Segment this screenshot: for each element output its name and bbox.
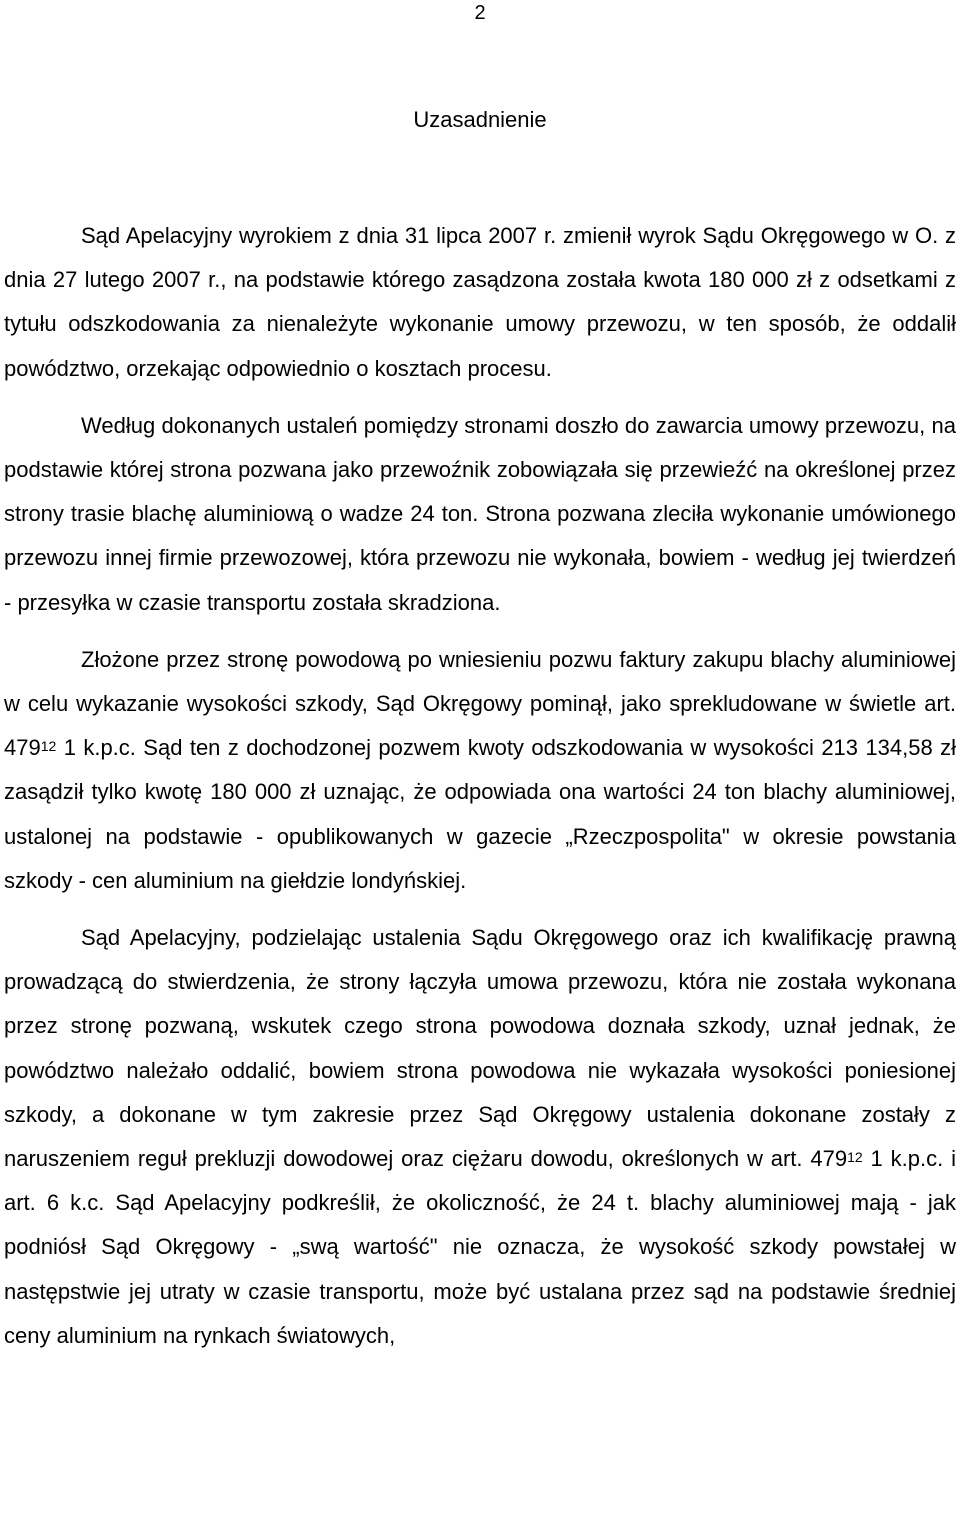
document-body xyxy=(4,214,956,1358)
paragraph-4-text-b: 1 k.p.c. i art. 6 k.c. Sąd Apelacyjny podkreślił, że okoliczność, że 24 t. blachy aluminiowej mają - jak podniósł Sąd Okręgowy - „swą wartość" nie oznacza, że wysokość szkody powstałej w następstwie jej utraty w czasie transportu, może być ustalana przez sąd na podstawie średniej ceny aluminium na rynkach światowych, xyxy=(4,1146,956,1348)
paragraph-3-text-a: Złożone przez stronę powodową po wniesieniu pozwu faktury zakupu blachy aluminiowej w celu wykazanie wysokości szkody, Sąd Okręgowy pominął, jako sprekludowane w świetle art. 479 xyxy=(4,646,956,761)
article-superscript: 12 xyxy=(40,738,57,755)
paragraph-4-text-a: Sąd Apelacyjny, podzielając ustalenia Sądu Okręgowego oraz ich kwalifikację prawną prowadzącą do stwierdzenia, że strony łączyła umowa przewozu, która nie została wykonana przez stronę pozwaną, wskutek czego strona powodowa doznała szkody, uznał jednak, że powództwo należało oddalić, bowiem strona powodowa nie wykazała wysokości poniesionej szkody, a dokonane w tym zakresie przez Sąd Okręgowy ustalenia dokonane zostały z naruszeniem reguł prekluzji dowodowej oraz ciężaru dowodu, określonych w art. 479 xyxy=(4,925,956,1172)
paragraph-1: Sąd Apelacyjny wyrokiem z dnia 31 lipca 2007 r. zmienił wyrok Sądu Okręgowego w O. z dnia 27 lutego 2007 r., na podstawie którego zasądzona została kwota 180 000 zł z odsetkami z tytułu odszkodowania za nienależyte wykonanie umowy przewozu, w ten sposób, że oddalił powództwo, orzekając odpowiednio o kosztach procesu. xyxy=(4,223,956,381)
document-heading: Uzasadnienie xyxy=(413,107,547,132)
paragraph-3-text-b: 1 k.p.c. Sąd ten z dochodzonej pozwem kwoty odszkodowania w wysokości 213 134,58 zł zasądził tylko kwotę 180 000 zł uznając, że odpowiada ona wartości 24 ton blachy aluminiowej, ustalonej na podstawie - opublikowanych w gazecie „Rzeczpospolita" w okresie powstania szkody - cen aluminium na giełdzie londyńskiej. xyxy=(4,735,956,893)
paragraph-3 xyxy=(4,638,956,903)
page-number: 2 xyxy=(474,2,486,24)
paragraph-4 xyxy=(4,916,956,1358)
paragraph-2: Według dokonanych ustaleń pomiędzy stronami doszło do zawarcia umowy przewozu, na podstawie której strona pozwana jako przewoźnik zobowiązała się przewieźć na określonej przez strony trasie blachę aluminiową o wadze 24 ton. Strona pozwana zleciła wykonanie umówionego przewozu innej firmie przewozowej, która przewozu nie wykonała, bowiem - według jej twierdzeń - przesyłka w czasie transportu została skradziona. xyxy=(4,412,956,615)
article-superscript: 12 xyxy=(847,1149,863,1166)
